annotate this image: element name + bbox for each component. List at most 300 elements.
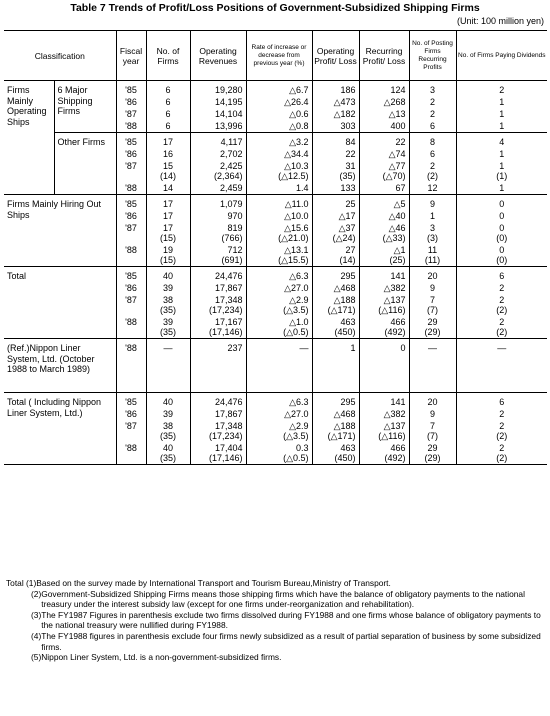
cell-dividends bbox=[456, 195, 547, 211]
cell-rate-value: △0.6 bbox=[289, 109, 309, 119]
cell-op-profit bbox=[312, 148, 359, 160]
header-rate: Rate of increase or decrease from previous year (%) bbox=[246, 31, 312, 81]
cell-year bbox=[116, 244, 146, 267]
cell-rec-profit bbox=[359, 195, 409, 211]
cell-dividends bbox=[456, 408, 547, 420]
cell-rate-paren: (△0.5) bbox=[283, 327, 309, 337]
cell-rec-profit-value: 141 bbox=[390, 271, 406, 281]
cell-posting-value: 9 bbox=[430, 283, 436, 293]
cell-rec-profit-paren: (△116) bbox=[378, 305, 406, 315]
subgroup-six-major: 6 Major Shipping Firms bbox=[54, 81, 116, 133]
cell-op-profit bbox=[312, 316, 359, 339]
cell-op-profit-value: 25 bbox=[345, 199, 356, 209]
cell-rec-profit-value: 141 bbox=[390, 397, 406, 407]
cell-dividends-value: 4 bbox=[499, 137, 505, 147]
header-fiscal-year: Fiscal year bbox=[116, 31, 146, 81]
cell-dividends-value: 1 bbox=[499, 149, 505, 159]
cell-rec-profit bbox=[359, 222, 409, 244]
cell-revenues-value: 19,280 bbox=[214, 85, 243, 95]
cell-op-profit-value: △468 bbox=[333, 409, 356, 419]
table-row bbox=[4, 339, 547, 393]
cell-revenues bbox=[190, 244, 246, 267]
cell-posting bbox=[409, 244, 456, 267]
cell-op-profit-value: △188 bbox=[333, 295, 356, 305]
cell-dividends bbox=[456, 393, 547, 409]
cell-firms bbox=[146, 393, 190, 409]
cell-rec-profit bbox=[359, 160, 409, 182]
cell-posting-value: 20 bbox=[427, 271, 438, 281]
cell-posting bbox=[409, 182, 456, 195]
cell-op-profit-value: △17 bbox=[338, 211, 356, 221]
cell-rec-profit-value: △382 bbox=[383, 409, 406, 419]
cell-rec-profit-value: △137 bbox=[383, 295, 406, 305]
cell-op-profit bbox=[312, 160, 359, 182]
cell-year-value: '85 bbox=[125, 85, 137, 95]
note-3-body: The FY1987 Figures in parenthesis exclude two firms dissolved during FY1988 and one firms whose balance of obligatory payments to the national treasury were nullified during FY1988. bbox=[41, 609, 541, 631]
cell-revenues-value: 819 bbox=[227, 223, 243, 233]
cell-dividends-value: 6 bbox=[499, 271, 505, 281]
cell-revenues-value: 17,348 bbox=[214, 295, 243, 305]
cell-rec-profit-value: 466 bbox=[390, 443, 406, 453]
cell-op-profit-value: 1 bbox=[350, 343, 356, 353]
cell-rec-profit bbox=[359, 393, 409, 409]
cell-firms bbox=[146, 339, 190, 393]
note-1 bbox=[6, 578, 544, 589]
cell-year bbox=[116, 408, 146, 420]
cell-op-profit-paren: (△24) bbox=[332, 233, 356, 243]
cell-firms-value: 16 bbox=[163, 149, 174, 159]
cell-rec-profit bbox=[359, 316, 409, 339]
cell-firms bbox=[146, 195, 190, 211]
cell-firms-value: 39 bbox=[163, 409, 174, 419]
cell-year bbox=[116, 267, 146, 283]
table-row bbox=[4, 81, 547, 97]
cell-posting-value: 2 bbox=[430, 109, 436, 119]
cell-op-profit-paren: (450) bbox=[334, 453, 356, 463]
cell-dividends bbox=[456, 222, 547, 244]
notes-section bbox=[6, 578, 544, 663]
cell-dividends-value: 2 bbox=[499, 443, 505, 453]
cell-posting-value: 6 bbox=[430, 121, 436, 131]
cell-year bbox=[116, 96, 146, 108]
cell-revenues bbox=[190, 182, 246, 195]
header-operating-revenues: Operating Revenues bbox=[190, 31, 246, 81]
cell-firms bbox=[146, 408, 190, 420]
cell-dividends-paren: (2) bbox=[496, 327, 508, 337]
cell-firms bbox=[146, 244, 190, 267]
cell-posting bbox=[409, 316, 456, 339]
cell-posting-paren: (29) bbox=[424, 453, 441, 463]
cell-rate-paren: (△15.5) bbox=[278, 255, 309, 265]
cell-posting-value: 12 bbox=[427, 183, 438, 193]
cell-firms-value: 40 bbox=[163, 271, 174, 281]
cell-rec-profit bbox=[359, 96, 409, 108]
cell-posting bbox=[409, 120, 456, 133]
cell-dividends bbox=[456, 108, 547, 120]
cell-year-value: '87 bbox=[125, 223, 137, 233]
cell-op-profit-value: 463 bbox=[340, 317, 356, 327]
cell-rate-value: △2.9 bbox=[289, 421, 309, 431]
cell-rate-value: △3.2 bbox=[289, 137, 309, 147]
cell-year-value: '87 bbox=[125, 109, 137, 119]
cell-firms-value: 15 bbox=[163, 161, 174, 171]
cell-rate-value: △6.3 bbox=[289, 271, 309, 281]
cell-op-profit bbox=[312, 408, 359, 420]
cell-dividends-value: 1 bbox=[499, 121, 505, 131]
cell-rate bbox=[246, 282, 312, 294]
cell-firms bbox=[146, 442, 190, 465]
header-posting-firms: No. of Posting Firms Recurring Profits bbox=[409, 31, 456, 81]
cell-rec-profit-value: △1 bbox=[393, 245, 406, 255]
cell-year-value: '87 bbox=[125, 161, 137, 171]
cell-op-profit bbox=[312, 222, 359, 244]
cell-firms-paren: (35) bbox=[160, 431, 177, 441]
cell-rate-value: △2.9 bbox=[289, 295, 309, 305]
cell-year-value: '85 bbox=[125, 199, 137, 209]
cell-revenues bbox=[190, 108, 246, 120]
cell-posting bbox=[409, 222, 456, 244]
note-3 bbox=[6, 610, 544, 631]
cell-rate bbox=[246, 81, 312, 97]
cell-op-profit bbox=[312, 108, 359, 120]
cell-revenues bbox=[190, 222, 246, 244]
note-2-head: (2) bbox=[31, 588, 42, 599]
cell-revenues bbox=[190, 393, 246, 409]
cell-revenues bbox=[190, 339, 246, 393]
cell-revenues-value: 13,996 bbox=[214, 121, 243, 131]
cell-rec-profit-paren: (492) bbox=[384, 327, 406, 337]
cell-dividends bbox=[456, 282, 547, 294]
cell-op-profit-value: △473 bbox=[333, 97, 356, 107]
cell-dividends-value: 1 bbox=[499, 109, 505, 119]
cell-rec-profit-value: △5 bbox=[393, 199, 406, 209]
cell-year bbox=[116, 393, 146, 409]
cell-rec-profit bbox=[359, 81, 409, 97]
cell-dividends bbox=[456, 420, 547, 442]
cell-rate-paren: (△12.5) bbox=[278, 171, 309, 181]
cell-revenues-value: 970 bbox=[227, 211, 243, 221]
cell-op-profit-paren: (450) bbox=[334, 327, 356, 337]
cell-year-value: '87 bbox=[125, 295, 137, 305]
header-row bbox=[4, 31, 547, 81]
cell-rate-value: △26.4 bbox=[284, 97, 309, 107]
cell-revenues-value: 24,476 bbox=[214, 397, 243, 407]
table-row bbox=[4, 195, 547, 211]
table-title: Table 7 Trends of Profit/Loss Positions of Government-Subsidized Shipping Firms bbox=[70, 2, 480, 14]
cell-year bbox=[116, 120, 146, 133]
cell-posting bbox=[409, 408, 456, 420]
cell-revenues bbox=[190, 133, 246, 149]
cell-firms-value: 17 bbox=[163, 137, 174, 147]
cell-firms-paren: (15) bbox=[160, 255, 177, 265]
cell-year-value: '86 bbox=[125, 149, 137, 159]
cell-dividends-paren: (2) bbox=[496, 431, 508, 441]
cell-year-value: '86 bbox=[125, 409, 137, 419]
cell-rec-profit bbox=[359, 210, 409, 222]
cell-year-value: '88 bbox=[125, 317, 137, 327]
cell-dividends bbox=[456, 316, 547, 339]
cell-rec-profit-paren: (△33) bbox=[382, 233, 406, 243]
cell-posting-value: 7 bbox=[430, 421, 436, 431]
cell-revenues bbox=[190, 96, 246, 108]
cell-rate bbox=[246, 339, 312, 393]
cell-rec-profit bbox=[359, 133, 409, 149]
cell-firms bbox=[146, 108, 190, 120]
cell-dividends-value: 1 bbox=[499, 183, 505, 193]
cell-dividends-value: 2 bbox=[499, 421, 505, 431]
cell-year bbox=[116, 160, 146, 182]
cell-op-profit bbox=[312, 81, 359, 97]
header-paying-firms: No. of Firms Paying Dividends bbox=[456, 31, 547, 81]
group-nippon-liner: (Ref.)Nippon Liner System, Ltd. (October 1988 to March 1989) bbox=[4, 339, 116, 393]
cell-rate-value: △27.0 bbox=[284, 409, 309, 419]
cell-posting-value: 8 bbox=[430, 137, 436, 147]
cell-rate-value: △6.7 bbox=[289, 85, 309, 95]
cell-rate bbox=[246, 420, 312, 442]
cell-firms-value: 39 bbox=[163, 317, 174, 327]
group-total: Total bbox=[4, 267, 116, 339]
cell-op-profit bbox=[312, 244, 359, 267]
cell-posting-paren: (7) bbox=[427, 305, 439, 315]
cell-year bbox=[116, 108, 146, 120]
cell-rec-profit bbox=[359, 182, 409, 195]
subgroup-other-firms: Other Firms bbox=[54, 133, 116, 195]
cell-rec-profit-paren: (△116) bbox=[378, 431, 406, 441]
cell-revenues-paren: (766) bbox=[221, 233, 243, 243]
cell-rate bbox=[246, 160, 312, 182]
cell-posting-paren: (2) bbox=[427, 171, 439, 181]
cell-dividends-paren: (1) bbox=[496, 171, 508, 181]
cell-op-profit-value: 186 bbox=[340, 85, 356, 95]
cell-year-value: '85 bbox=[125, 397, 137, 407]
cell-rec-profit-value: 400 bbox=[390, 121, 406, 131]
cell-dividends bbox=[456, 339, 547, 393]
group-total-incl: Total ( Including Nippon Liner System, Ltd.) bbox=[4, 393, 116, 465]
cell-dividends-value: 0 bbox=[499, 199, 505, 209]
cell-firms bbox=[146, 160, 190, 182]
note-5 bbox=[6, 652, 544, 663]
cell-dividends-value: 2 bbox=[499, 409, 505, 419]
cell-rate-paren: (△21.0) bbox=[278, 233, 309, 243]
cell-op-profit-paren: (35) bbox=[339, 171, 356, 181]
cell-op-profit-paren: (△171) bbox=[327, 305, 356, 315]
group-hiring-out: Firms Mainly Hiring Out Ships bbox=[4, 195, 116, 267]
cell-rec-profit bbox=[359, 108, 409, 120]
cell-posting-value: 29 bbox=[427, 443, 438, 453]
cell-posting bbox=[409, 210, 456, 222]
cell-rate bbox=[246, 408, 312, 420]
cell-revenues-value: 4,117 bbox=[220, 137, 243, 147]
cell-op-profit-value: △182 bbox=[333, 109, 356, 119]
cell-posting-value: 11 bbox=[427, 245, 438, 255]
note-1-head: Total (1) bbox=[6, 578, 37, 588]
cell-year-value: '88 bbox=[125, 343, 137, 353]
cell-rate-value: △13.1 bbox=[284, 245, 309, 255]
cell-revenues-paren: (17,234) bbox=[208, 431, 243, 441]
cell-dividends bbox=[456, 442, 547, 465]
cell-rate-value: — bbox=[299, 343, 309, 353]
cell-year-value: '85 bbox=[125, 137, 137, 147]
cell-revenues bbox=[190, 442, 246, 465]
cell-posting-value: 3 bbox=[430, 85, 436, 95]
cell-firms-value: 6 bbox=[165, 121, 171, 131]
cell-firms-value: 38 bbox=[163, 421, 174, 431]
note-5-body: Nippon Liner System, Ltd. is a non-government-subsidized firms. bbox=[41, 652, 282, 663]
cell-revenues bbox=[190, 316, 246, 339]
cell-op-profit-value: 27 bbox=[345, 245, 356, 255]
cell-posting bbox=[409, 160, 456, 182]
cell-dividends bbox=[456, 160, 547, 182]
cell-rec-profit-value: 0 bbox=[400, 343, 406, 353]
cell-posting bbox=[409, 133, 456, 149]
cell-dividends bbox=[456, 133, 547, 149]
cell-dividends-paren: (2) bbox=[496, 305, 508, 315]
cell-year bbox=[116, 442, 146, 465]
cell-dividends bbox=[456, 81, 547, 97]
cell-rate-value: 1.4 bbox=[296, 183, 309, 193]
cell-rec-profit-paren: (△70) bbox=[382, 171, 406, 181]
cell-revenues bbox=[190, 267, 246, 283]
cell-rate-value: △6.3 bbox=[289, 397, 309, 407]
cell-firms bbox=[146, 282, 190, 294]
cell-firms-value: 17 bbox=[163, 223, 174, 233]
cell-posting-paren: (7) bbox=[427, 431, 439, 441]
cell-revenues bbox=[190, 294, 246, 316]
cell-revenues bbox=[190, 210, 246, 222]
cell-posting bbox=[409, 148, 456, 160]
table-row bbox=[4, 393, 547, 409]
cell-op-profit bbox=[312, 339, 359, 393]
cell-revenues-value: 237 bbox=[227, 343, 243, 353]
cell-rec-profit bbox=[359, 267, 409, 283]
cell-revenues-value: 24,476 bbox=[214, 271, 243, 281]
cell-revenues-value: 2,459 bbox=[219, 183, 243, 193]
cell-firms-paren: (35) bbox=[160, 305, 177, 315]
cell-firms bbox=[146, 81, 190, 97]
cell-revenues-value: 712 bbox=[227, 245, 243, 255]
cell-rate bbox=[246, 442, 312, 465]
cell-rate-value: △11.0 bbox=[284, 199, 309, 209]
cell-rate bbox=[246, 120, 312, 133]
cell-rec-profit-value: △40 bbox=[388, 211, 406, 221]
cell-rate-value: △0.8 bbox=[289, 121, 309, 131]
cell-revenues-value: 17,404 bbox=[214, 443, 243, 453]
cell-rate bbox=[246, 393, 312, 409]
cell-firms-paren: (15) bbox=[160, 233, 177, 243]
cell-op-profit-paren: (△171) bbox=[327, 431, 356, 441]
cell-dividends-paren: (2) bbox=[496, 453, 508, 463]
cell-revenues-value: 14,195 bbox=[214, 97, 243, 107]
cell-firms bbox=[146, 96, 190, 108]
note-4-head: (4) bbox=[31, 630, 42, 641]
cell-posting-value: 1 bbox=[430, 211, 436, 221]
cell-year-value: '88 bbox=[125, 121, 137, 131]
cell-firms-value: 17 bbox=[163, 211, 174, 221]
cell-revenues-paren: (691) bbox=[221, 255, 243, 265]
cell-rate bbox=[246, 210, 312, 222]
cell-year-value: '88 bbox=[125, 245, 137, 255]
cell-year-value: '88 bbox=[125, 183, 137, 193]
cell-op-profit-value: 133 bbox=[340, 183, 356, 193]
cell-year bbox=[116, 210, 146, 222]
cell-rec-profit bbox=[359, 282, 409, 294]
cell-rate bbox=[246, 244, 312, 267]
cell-year bbox=[116, 339, 146, 393]
cell-revenues bbox=[190, 282, 246, 294]
cell-op-profit-value: 303 bbox=[340, 121, 356, 131]
cell-posting bbox=[409, 442, 456, 465]
cell-rec-profit-paren: (25) bbox=[389, 255, 406, 265]
header-num-firms: No. of Firms bbox=[146, 31, 190, 81]
cell-dividends-value: 2 bbox=[499, 295, 505, 305]
cell-op-profit bbox=[312, 420, 359, 442]
cell-year bbox=[116, 182, 146, 195]
cell-revenues-value: 2,702 bbox=[219, 149, 243, 159]
cell-op-profit-value: 22 bbox=[345, 149, 356, 159]
cell-dividends bbox=[456, 182, 547, 195]
cell-rate bbox=[246, 222, 312, 244]
cell-rec-profit bbox=[359, 120, 409, 133]
cell-rec-profit bbox=[359, 408, 409, 420]
table-row bbox=[4, 267, 547, 283]
cell-posting-value: 20 bbox=[427, 397, 438, 407]
cell-rec-profit-value: 67 bbox=[395, 183, 406, 193]
table-row bbox=[4, 133, 547, 149]
cell-rate-paren: (△3.5) bbox=[283, 431, 309, 441]
cell-op-profit bbox=[312, 182, 359, 195]
cell-op-profit-value: 295 bbox=[340, 271, 356, 281]
cell-firms bbox=[146, 420, 190, 442]
table-body bbox=[4, 81, 547, 465]
cell-firms bbox=[146, 133, 190, 149]
cell-rate-paren: (△3.5) bbox=[283, 305, 309, 315]
cell-dividends-value: 2 bbox=[499, 317, 505, 327]
cell-firms-value: 39 bbox=[163, 283, 174, 293]
cell-firms-value: 40 bbox=[163, 443, 174, 453]
cell-posting-value: — bbox=[428, 343, 438, 353]
cell-posting-value: 6 bbox=[430, 149, 436, 159]
cell-firms-value: 6 bbox=[165, 109, 171, 119]
cell-revenues-paren: (17,146) bbox=[208, 327, 243, 337]
cell-rate-paren: (△0.5) bbox=[283, 453, 309, 463]
cell-rate bbox=[246, 182, 312, 195]
cell-dividends-paren: (0) bbox=[496, 233, 508, 243]
cell-rate bbox=[246, 267, 312, 283]
cell-rec-profit bbox=[359, 244, 409, 267]
cell-dividends-value: 1 bbox=[499, 161, 505, 171]
cell-revenues-paren: (17,146) bbox=[208, 453, 243, 463]
cell-dividends bbox=[456, 120, 547, 133]
cell-firms-value: — bbox=[163, 343, 173, 353]
cell-rec-profit bbox=[359, 294, 409, 316]
cell-rec-profit-value: △13 bbox=[388, 109, 406, 119]
cell-year bbox=[116, 420, 146, 442]
cell-rate bbox=[246, 294, 312, 316]
cell-rate-value: △34.4 bbox=[284, 149, 309, 159]
cell-posting-value: 29 bbox=[427, 317, 438, 327]
cell-rate-value: △27.0 bbox=[284, 283, 309, 293]
cell-dividends bbox=[456, 244, 547, 267]
cell-rec-profit bbox=[359, 148, 409, 160]
cell-posting bbox=[409, 294, 456, 316]
cell-revenues-value: 17,867 bbox=[214, 283, 243, 293]
profit-loss-table bbox=[4, 30, 547, 465]
cell-rec-profit-value: 124 bbox=[390, 85, 406, 95]
cell-rate-value: 0.3 bbox=[296, 443, 309, 453]
cell-year bbox=[116, 81, 146, 97]
cell-rate-value: △10.0 bbox=[284, 211, 309, 221]
cell-posting bbox=[409, 420, 456, 442]
